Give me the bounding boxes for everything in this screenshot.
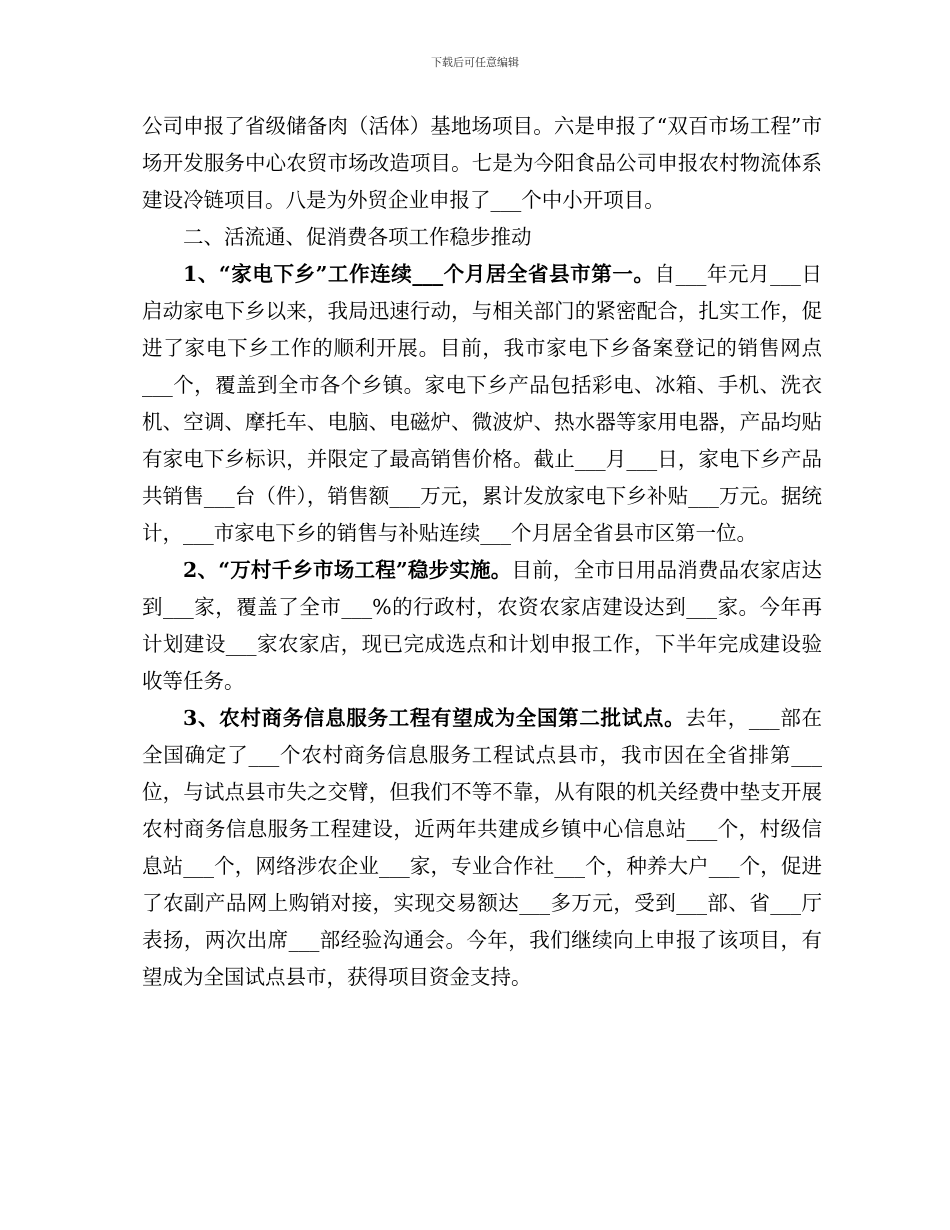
paragraph-lead: 1、“家电下乡”工作连续___个月居全省县市第一。 [183, 262, 655, 286]
paragraph-text: 自___年元月___日启动家电下乡以来，我局迅速行动，与相关部门的紧密配合，扎实工作，促进了家电下乡工作的顺利开展。目前，我市家电下乡备案登记的销售网点___个，覆盖到全市各个乡镇。家电下乡产品包括彩电、冰箱、手机、洗衣机、空调、摩托车、电脑、电磁炉、微波炉、热水器等家用电器，产品均贴有家电下乡标识，并限定了最高销售价格。截止___月___日，家电下乡产品共销售___台（件），销售额___万元，累计发放家电下乡补贴___万元。据统计，___市家电下乡的销售与补贴连续___个月居全省县市区第一位。 [142, 262, 822, 545]
paragraph-text: 公司申报了省级储备肉（活体）基地场项目。六是申报了“双百市场工程”市场开发服务中心农贸市场改造项目。七是为今阳食品公司申报农村物流体系建设冷链项目。八是为外贸企业申报了___个中小开项目。 [142, 114, 822, 212]
paragraph-item-1 [142, 256, 822, 552]
paragraph-lead: 2、“万村千乡市场工程”稳步实施。 [183, 558, 512, 582]
paragraph-continued [142, 108, 822, 219]
paragraph-item-3 [142, 700, 822, 996]
section-heading [142, 219, 822, 256]
section-heading-text: 二、活流通、促消费各项工作稳步推动 [183, 225, 532, 249]
page-header: 下载后可任意编辑 [431, 56, 519, 69]
paragraph-text: 去年，___部在全国确定了___个农村商务信息服务工程试点县市，我市因在全省排第___位，与试点县市失之交臂，但我们不等不靠，从有限的机关经费中垫支开展农村商务信息服务工程建设，近两年共建成乡镇中心信息站___个，村级信息站___个，网络涉农企业___家，专业合作社___个，种养大户___个，促进了农副产品网上购销对接，实现交易额达___多万元，受到___部、省___厅表扬，两次出席___部经验沟通会。今年，我们继续向上申报了该项目，有望成为全国试点县市，获得项目资金支持。 [142, 706, 823, 989]
paragraph-text: 目前，全市日用品消费品农家店达到___家，覆盖了全市___%的行政村，农资农家店建设达到___家。今年再计划建设___家农家店，现已完成选点和计划申报工作，下半年完成建设验收等任务。 [142, 558, 822, 693]
paragraph-item-2 [142, 552, 822, 700]
paragraph-lead: 3、农村商务信息服务工程有望成为全国第二批试点。 [183, 706, 686, 730]
document-body [142, 108, 822, 996]
